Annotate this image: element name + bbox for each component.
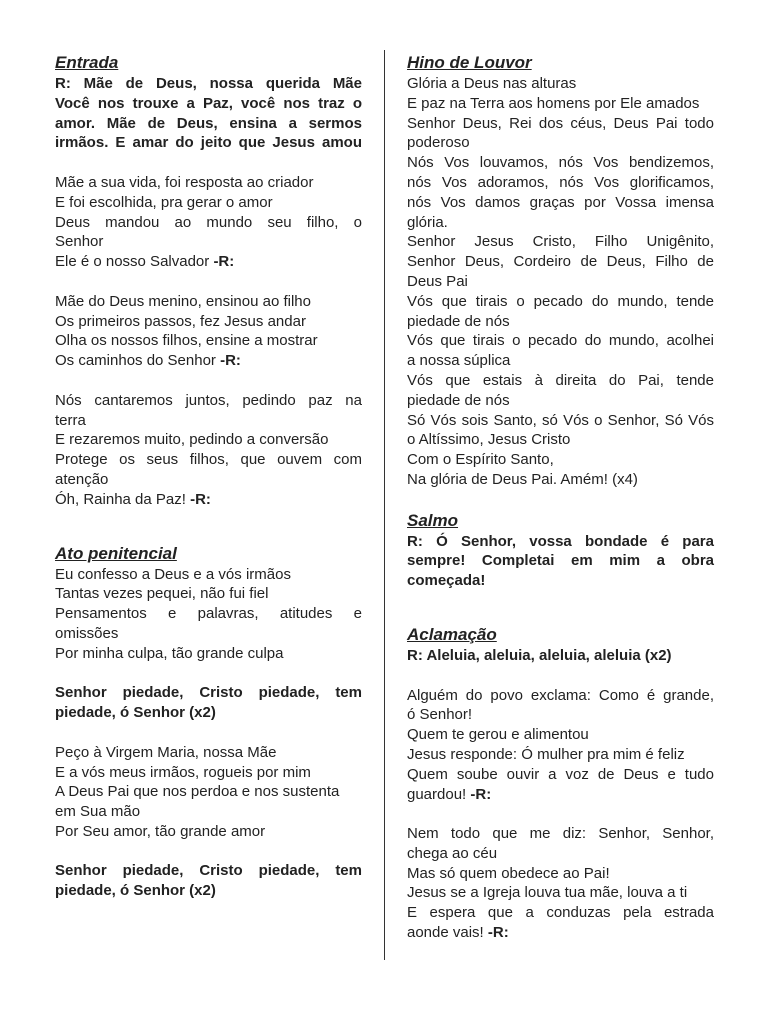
verse-line: Na glória de Deus Pai. Amém! (x4)	[407, 470, 638, 488]
verse-line: Quem te gerou e alimentou	[407, 726, 589, 744]
left-column	[55, 52, 362, 901]
verse-line: Mãe do Deus menino, ensinou ao filho	[55, 292, 311, 310]
verse-line: Senhor Jesus Cristo, Filho Unigênito,	[407, 233, 714, 251]
spacer	[55, 723, 362, 743]
spacer	[407, 804, 714, 824]
verse-line: em Sua mão	[55, 803, 141, 821]
verse-line: Nós cantaremos juntos, pedindo paz na	[55, 391, 362, 409]
spacer	[55, 842, 362, 862]
verse-line: glória.	[407, 213, 448, 231]
verse-line: piedade de nós	[407, 391, 510, 409]
section-title-entrada: Entrada	[55, 53, 119, 72]
verse-line: Senhor Deus, Cordeiro de Deus, Filho de	[407, 253, 714, 271]
verse-line	[55, 490, 362, 510]
verse-line: Alguém do povo exclama: Como é grande,	[407, 686, 714, 704]
verse-line: nós Vos damos graças por Vossa imensa	[407, 193, 714, 211]
spacer	[55, 664, 362, 684]
spacer	[407, 591, 714, 624]
verse-line: Os primeiros passos, fez Jesus andar	[55, 312, 306, 330]
refrain-line: piedade, ó Senhor (x2)	[55, 704, 216, 722]
spacer	[407, 490, 714, 510]
verse-line: terra	[55, 411, 86, 429]
verse-line: Por minha culpa, tão grande culpa	[55, 644, 284, 662]
right-column	[407, 52, 714, 943]
verse-text: Ele é o nosso Salvador	[55, 253, 210, 271]
verse-line: Pensamentos e palavras, atitudes e	[55, 605, 362, 623]
verse-line: A Deus Pai que nos perdoa e nos sustenta	[55, 783, 340, 801]
verse-line: Deus mandou ao mundo seu filho, o	[55, 213, 362, 231]
verse-line: Deus Pai	[407, 272, 468, 290]
refrain-marker: -R:	[220, 352, 241, 370]
spacer	[55, 371, 362, 391]
verse-line: Olha os nossos filhos, ensine a mostrar	[55, 332, 318, 350]
verse-line: piedade de nós	[407, 312, 510, 330]
refrain-line: amor. Mãe de Deus, ensina a sermos	[55, 114, 362, 132]
section-title-salmo: Salmo	[407, 510, 459, 530]
verse-line: Por Seu amor, tão grande amor	[55, 822, 266, 840]
verse-line: Vós que tirais o pecado do mundo, acolhei	[407, 332, 714, 350]
verse-line: ó Senhor!	[407, 706, 473, 724]
verse-line: Mas só quem obedece ao Pai!	[407, 864, 610, 882]
refrain-line: R: Aleluia, aleluia, aleluia, aleluia (x2)	[407, 646, 672, 664]
verse-line: Mãe a sua vida, foi resposta ao criador	[55, 173, 314, 191]
refrain-marker: -R:	[190, 490, 211, 508]
verse-text: aonde vais!	[407, 924, 484, 942]
refrain-marker: -R:	[487, 924, 509, 942]
verse-line	[55, 351, 362, 371]
refrain-line: R: Mãe de Deus, nossa querida Mãe	[55, 75, 362, 92]
spacer	[55, 153, 362, 173]
spacer	[55, 272, 362, 292]
verse-text: Os caminhos do Senhor	[55, 352, 216, 370]
verse-line: Vós que tirais o pecado do mundo, tende	[407, 292, 714, 310]
verse-line: Quem soube ouvir a voz de Deus e tudo	[407, 765, 714, 783]
verse-line: omissões	[55, 624, 119, 642]
verse-line: Com o Espírito Santo,	[407, 451, 554, 469]
verse-line: Vós que estais à direita do Pai, tende	[407, 371, 714, 389]
verse-line: Eu confesso a Deus e a vós irmãos	[55, 565, 291, 583]
verse-line: Senhor	[55, 233, 104, 251]
verse-line: Senhor Deus, Rei dos céus, Deus Pai todo	[407, 114, 714, 132]
refrain-line: piedade, ó Senhor (x2)	[55, 882, 216, 900]
refrain-marker: -R:	[470, 785, 492, 803]
column-divider	[384, 50, 385, 960]
refrain-marker: -R:	[213, 253, 235, 271]
verse-line	[407, 923, 714, 943]
verse-line	[407, 785, 714, 805]
verse-line: E rezaremos muito, pedindo a conversão	[55, 431, 329, 449]
verse-line: Jesus se a Igreja louva tua mãe, louva a ti	[407, 884, 688, 902]
refrain-line: R: Ó Senhor, vossa bondade é para	[407, 532, 714, 550]
verse-line: Tantas vezes pequei, não fui fiel	[55, 585, 269, 603]
verse-text: Óh, Rainha da Paz!	[55, 490, 186, 508]
verse-line: o Altíssimo, Jesus Cristo	[407, 431, 571, 449]
verse-line: Nós Vos louvamos, nós Vos bendizemos,	[407, 154, 714, 172]
section-title-ato-penitencial: Ato penitencial	[55, 543, 177, 563]
section-title-aclamacao: Aclamação	[407, 624, 497, 644]
spacer	[407, 666, 714, 686]
refrain-line: começada!	[407, 572, 486, 590]
verse-line: Jesus responde: Ó mulher pra mim é feliz	[407, 745, 685, 763]
refrain-line: Você nos trouxe a Paz, você nos traz o	[55, 94, 362, 112]
verse-line: Só Vós sois Santo, só Vós o Senhor, Só Vós	[407, 411, 714, 429]
verse-line: atenção	[55, 470, 109, 488]
verse-line: Protege os seus filhos, que ouvem com	[55, 451, 362, 469]
verse-line: Glória a Deus nas alturas	[407, 75, 577, 92]
verse-line: E espera que a conduzas pela estrada	[407, 904, 714, 922]
verse-text: guardou!	[407, 785, 467, 803]
refrain-line: sempre! Completai em mim a obra	[407, 552, 714, 570]
verse-line: chega ao céu	[407, 844, 498, 862]
verse-line: nós Vos adoramos, nós Vos glorificamos,	[407, 173, 714, 191]
verse-line: a nossa súplica	[407, 352, 511, 370]
verse-line: E foi escolhida, pra gerar o amor	[55, 193, 273, 211]
section-title-hino-de-louvor: Hino de Louvor	[407, 53, 532, 72]
verse-line: poderoso	[407, 134, 470, 152]
refrain-line: Senhor piedade, Cristo piedade, tem	[55, 684, 362, 702]
verse-line	[55, 252, 362, 272]
verse-line: E a vós meus irmãos, rogueis por mim	[55, 763, 311, 781]
verse-line: Nem todo que me diz: Senhor, Senhor,	[407, 825, 714, 843]
spacer	[55, 510, 362, 543]
verse-line: E paz na Terra aos homens por Ele amados	[407, 94, 700, 112]
refrain-line: Senhor piedade, Cristo piedade, tem	[55, 862, 362, 880]
refrain-line: irmãos. E amar do jeito que Jesus amou	[55, 134, 362, 152]
verse-line: Peço à Virgem Maria, nossa Mãe	[55, 743, 277, 761]
